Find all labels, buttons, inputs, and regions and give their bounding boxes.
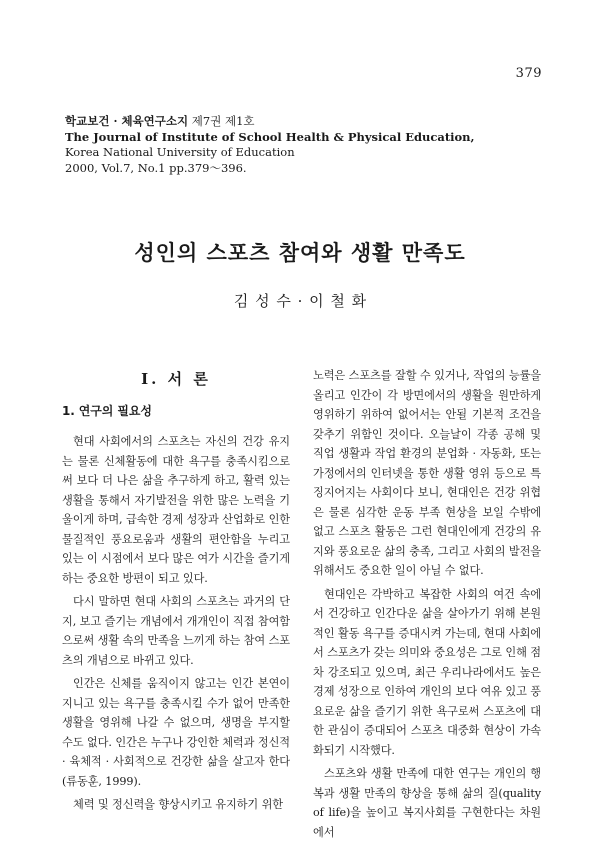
- article-title: 성인의 스포츠 참여와 생활 만족도: [134, 240, 466, 265]
- subsection-heading: 1. 연구의 필요성: [62, 403, 152, 418]
- section-heading: Ⅰ. 서 론: [141, 370, 211, 388]
- body-paragraph: 스포츠와 생활 만족에 대한 연구는 개인의 행복과 생활 만족의 향상을 통해 삶의 질(quality of life)을 높이고 복지사회를 구현한다는 차원에서: [313, 767, 541, 839]
- journal-volume-ko: 제7권 제1호: [191, 114, 255, 128]
- journal-citation: 2000, Vol.7, No.1 pp.379～396.: [65, 160, 247, 175]
- journal-english-name: The Journal of Institute of School Health & Physical Education,: [65, 129, 475, 144]
- body-paragraph: 다시 말하면 현대 사회의 스포츠는 과거의 단지, 보고 즐기는 개념에서 개개인이 직접 참여함으로써 생활 속의 만족을 느끼게 하는 참여 스포츠의 개념으로 바뀌고 있다.: [62, 595, 290, 667]
- journal-university: Korea National University of Education: [65, 145, 295, 159]
- journal-korean-name: 학교보건 · 체육연구소지: [65, 114, 189, 128]
- right-column: [313, 366, 541, 846]
- body-paragraph: 현대 사회에서의 스포츠는 자신의 건강 유지는 물론 신체활동에 대한 욕구를 충족시킴으로써 보다 더 나은 삶을 추구하게 하고, 활력 있는 생활을 통해서 자기발전을 위한 많은 노력을 기울이게 하며, 급속한 경제 성장과 산업화로 인한 물질적인 풍요로움과 생활의 편안함을 누리고 있는 이 시점에서 보다 많은 여가 시간을 즐기게 하는 중요한 방편이 되고 있다.: [62, 435, 290, 585]
- body-paragraph: 체력 및 정신력을 향상시키고 유지하기 위한: [73, 798, 284, 811]
- page-number: 379: [515, 66, 542, 81]
- body-paragraph: 현대인은 각박하고 복잡한 사회의 여건 속에서 건강하고 인간다운 삶을 살아가기 위해 본원적인 활동 욕구를 증대시켜 가는데, 현대 사회에서 스포츠가 갖는 의미와 중요성은 그로 인해 점차 강조되고 있으며, 최근 우리나라에서도 높은 경제 성장으로 인하여 개인의 보다 여유 있고 풍요로운 삶을 즐기기 위한 욕구로써 스포츠에 대한 관심이 증대되어 스포츠 대중화 현상이 가속화되기 시작했다.: [313, 587, 541, 757]
- authors: 김 성 수 · 이 철 화: [233, 292, 367, 310]
- journal-korean-line: [65, 114, 475, 130]
- body-paragraph: 노력은 스포츠를 잘할 수 있거나, 작업의 능률을 올리고 인간이 각 방면에서의 생활을 원만하게 영위하기 위하여 없어서는 안될 기본적 조건을 갖추기 위함인 것이다. 오늘날이 각종 공해 및 직업 생활과 작업 환경의 분업화 · 자동화, 또는 가정에서의 인터넷을 통한 생활 영위 등으로 특징지어지는 사회이다 보니, 현대인은 건강 위협은 물론 심각한 운동 부족 현상을 보일 수밖에 없고 스포츠 활동은 그런 현대인에게 건강의 유지와 풍요로운 삶의 충족, 그리고 사회의 발전을 위해서도 중요한 일이 아닐 수 없다.: [313, 369, 541, 577]
- journal-header: [65, 114, 475, 176]
- body-paragraph: 인간은 신체를 움직이지 않고는 인간 본연이 지니고 있는 욕구를 충족시킬 수가 없어 만족한 생활을 영위해 나갈 수 없으며, 생명을 부지할 수도 없다. 인간은 누구나 강인한 체력과 정신적 · 육체적 · 사회적으로 건강한 삶을 살고자 한다(류동훈, 1999).: [62, 677, 290, 788]
- left-column: [62, 366, 290, 819]
